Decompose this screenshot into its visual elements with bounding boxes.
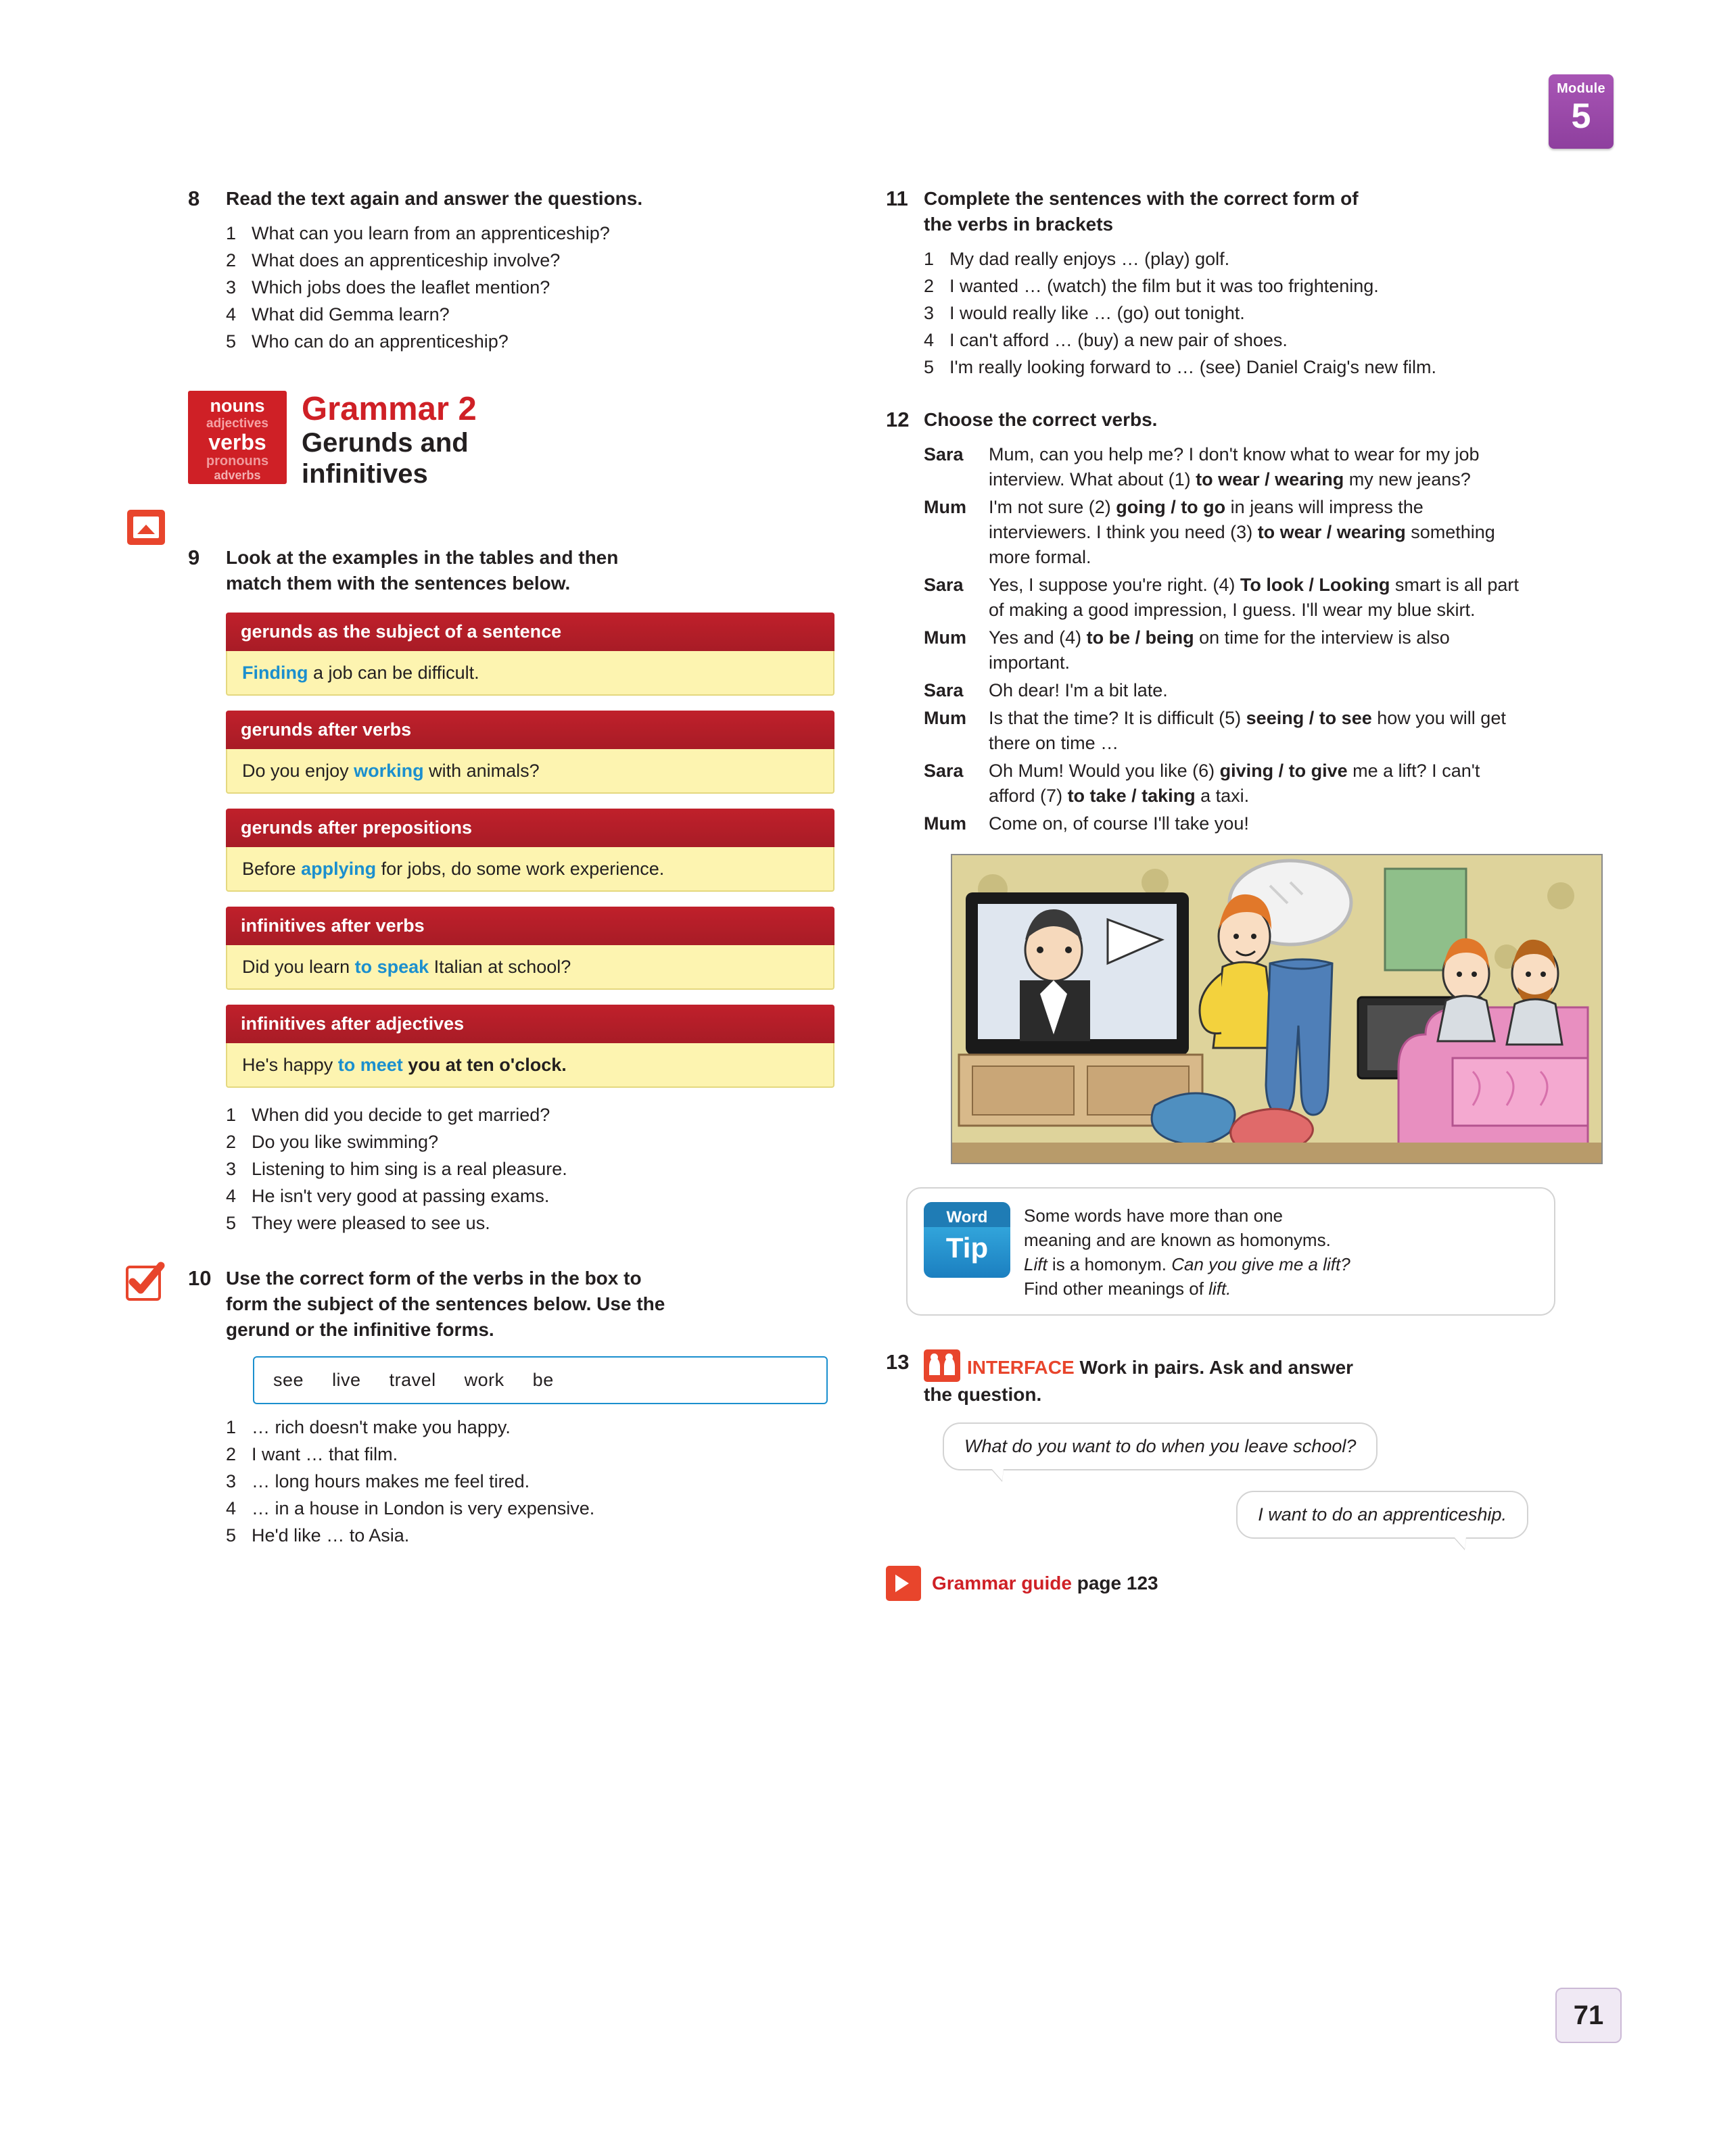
dialogue-speaker: Mum (924, 627, 966, 648)
exercise-10-title-line-2: form the subject of the sentences below. Use the (226, 1293, 665, 1314)
exercise-12-title: Choose the correct verbs. (924, 409, 1158, 430)
word-tip-line-4: Find other meanings of lift. (1024, 1278, 1231, 1299)
exercise-11-title-line-1: Complete the sentences with the correct form of (924, 188, 1359, 209)
grammar-table-header: gerunds as the subject of a sentence (226, 613, 834, 651)
word-tip-line-3: Lift is a homonym. Can you give me a lift? (1024, 1254, 1350, 1274)
list-item: 5 Who can do an apprenticeship? (226, 331, 509, 352)
list-item: 2 I want … that film. (226, 1444, 398, 1464)
dialogue-row (924, 495, 1528, 570)
speech-bubble-question: What do you want to do when you leave school? (943, 1422, 1378, 1470)
list-item: 1 What can you learn from an apprenticeship? (226, 223, 610, 243)
exercise-11-list (924, 247, 1528, 380)
left-column (188, 186, 817, 1566)
interface-pair-icon (924, 1349, 960, 1382)
dialogue-speaker: Mum (924, 813, 966, 834)
page-number: 71 (1555, 1988, 1622, 2043)
illustration-cartoon (951, 854, 1603, 1164)
exercise-11 (886, 186, 1528, 380)
exercise-10-number: 10 (188, 1266, 212, 1290)
grammar-table (226, 711, 834, 794)
grammar-table-header: gerunds after verbs (226, 711, 834, 749)
dialogue-text: I'm not sure (2) going / to go in jeans will impress the interviewers. I think you need (3) to wear / wearing something more formal. (989, 497, 1495, 567)
dialogue-speaker: Mum (924, 708, 966, 728)
module-tab-number: 5 (1571, 97, 1591, 136)
module-tab (1549, 74, 1614, 149)
list-item: 5 He'd like … to Asia. (226, 1525, 410, 1546)
dialogue-row (924, 442, 1528, 492)
dialogue-row (924, 573, 1528, 623)
grammar-table-header: infinitives after verbs (226, 907, 834, 945)
grammar-table-example: Finding a job can be difficult. (226, 651, 834, 696)
grammar-table-example: Did you learn to speak Italian at school? (226, 945, 834, 990)
exercise-8-number: 8 (188, 187, 200, 210)
list-item: 2 What does an apprenticeship involve? (226, 250, 561, 270)
word-tip-text (1024, 1202, 1350, 1301)
list-item: 3 Which jobs does the leaflet mention? (226, 277, 550, 297)
arrow-right-icon (886, 1566, 921, 1601)
cloud-word: tenses (205, 481, 270, 503)
list-item: 4 … in a house in London is very expensive. (226, 1498, 595, 1518)
word-tip-badge-line-2: Tip (945, 1232, 989, 1264)
grammar-table-example: He's happy to meet you at ten o'clock. (226, 1043, 834, 1088)
grammar-section-header (188, 391, 817, 503)
dialogue-speaker: Mum (924, 497, 966, 517)
word-box-word: work (464, 1370, 504, 1390)
list-item: 4 What did Gemma learn? (226, 304, 450, 325)
grammar-guide-link[interactable] (886, 1566, 1528, 1601)
grammar-guide-page: page 123 (1077, 1573, 1158, 1594)
exercise-13-title-line-2: the question. (924, 1384, 1042, 1405)
exercise-9 (188, 510, 817, 1236)
list-item: 4 I can't afford … (buy) a new pair of shoes. (924, 330, 1288, 350)
list-item: 3 … long hours makes me feel tired. (226, 1471, 530, 1491)
grammar-subtitle-line-1: Gerunds and (302, 428, 469, 458)
word-box-word: travel (389, 1370, 436, 1390)
exercise-11-title-line-2: the verbs in brackets (924, 214, 1114, 235)
dialogue-row (924, 625, 1528, 675)
dialogue-text: Yes, I suppose you're right. (4) To look / Looking smart is all part of making a good impression, I guess. I'll wear my blue skirt. (989, 575, 1519, 620)
word-box-word: live (332, 1370, 361, 1390)
word-tip-box (906, 1187, 1555, 1316)
list-item: 2 I wanted … (watch) the film but it was too frightening. (924, 276, 1379, 296)
dialogue-text: Yes and (4) to be / being on time for the interview is also important. (989, 627, 1450, 673)
exercise-12 (886, 407, 1528, 1164)
speech-bubble-answer: I want to do an apprenticeship. (1236, 1491, 1528, 1539)
grammar-table-example: Do you enjoy working with animals? (226, 749, 834, 794)
exercise-8-title: Read the text again and answer the questions. (226, 188, 643, 209)
cloud-word: nouns (210, 396, 265, 416)
grammar-table-header: gerunds after prepositions (226, 809, 834, 847)
right-column (886, 186, 1528, 1601)
list-item: 3 Listening to him sing is a real pleasure. (226, 1159, 567, 1179)
exercise-9-list (226, 1103, 817, 1236)
dialogue-speaker: Sara (924, 444, 964, 464)
dialogue (924, 442, 1528, 836)
cloud-word: pronouns (206, 454, 269, 469)
grammar-table (226, 613, 834, 696)
grammar-table (226, 907, 834, 990)
word-tip-line-1: Some words have more than one (1024, 1205, 1283, 1226)
grammar-subtitle-line-2: infinitives (302, 459, 428, 489)
dialogue-text: Oh dear! I'm a bit late. (989, 680, 1168, 700)
dialogue-text: Oh Mum! Would you like (6) giving / to give me a lift? I can't afford (7) to take / taking a taxi. (989, 761, 1480, 806)
list-item: 4 He isn't very good at passing exams. (226, 1186, 550, 1206)
dialogue-speaker: Sara (924, 761, 964, 781)
exercise-13-number: 13 (886, 1350, 910, 1374)
grammar-table-header: infinitives after adjectives (226, 1005, 834, 1043)
exercise-13-title-line-1: Work in pairs. Ask and answer (1079, 1357, 1354, 1378)
list-item: 3 I would really like … (go) out tonight. (924, 303, 1245, 323)
dialogue-row (924, 678, 1528, 703)
cloud-word: adverbs (214, 469, 261, 482)
grammar-title: Grammar 2 (302, 391, 477, 427)
exercise-12-number: 12 (886, 408, 910, 431)
dialogue-speaker: Sara (924, 680, 964, 700)
list-item: 1 When did you decide to get married? (226, 1105, 550, 1125)
dialogue-row (924, 706, 1528, 756)
exercise-9-number: 9 (188, 546, 200, 569)
list-item: 2 Do you like swimming? (226, 1132, 439, 1152)
exercise-13 (886, 1349, 1528, 1539)
list-item: 5 I'm really looking forward to … (see) Daniel Craig's new film. (924, 357, 1437, 377)
word-cloud-icon (188, 391, 287, 503)
exercise-10-title-line-3: gerund or the infinitive forms. (226, 1319, 494, 1340)
list-item: 5 They were pleased to see us. (226, 1213, 490, 1233)
exercise-8 (188, 186, 817, 354)
exercise-10-list (226, 1415, 817, 1548)
dialogue-row (924, 759, 1528, 809)
word-box (253, 1356, 828, 1404)
exercise-8-list (226, 221, 817, 354)
word-box-word: be (532, 1370, 554, 1390)
word-tip-badge-line-1: Word (924, 1202, 1010, 1227)
word-box-word: see (273, 1370, 304, 1390)
checkmark-icon (126, 1266, 161, 1301)
interface-label: INTERFACE (967, 1357, 1075, 1378)
list-item: 1 My dad really enjoys … (play) golf. (924, 249, 1230, 269)
exercise-10-title-line-1: Use the correct form of the verbs in the box to (226, 1268, 642, 1289)
grammar-guide-label: Grammar guide (932, 1573, 1072, 1594)
picture-icon (127, 510, 165, 545)
exercise-11-number: 11 (886, 187, 908, 210)
word-tip-line-2: meaning and are known as homonyms. (1024, 1230, 1331, 1250)
cloud-word: verbs (208, 430, 266, 454)
grammar-table (226, 809, 834, 892)
cloud-word: adjectives (206, 416, 268, 431)
exercise-10 (188, 1266, 817, 1548)
grammar-table (226, 1005, 834, 1088)
dialogue-text: Is that the time? It is difficult (5) seeing / to see how you will get there on time … (989, 708, 1506, 753)
dialogue-speaker: Sara (924, 575, 964, 595)
dialogue-text: Mum, can you help me? I don't know what to wear for my job interview. What about (1) to wear / wearing my new jeans? (989, 444, 1480, 489)
grammar-table-example: Before applying for jobs, do some work experience. (226, 847, 834, 892)
exercise-9-title-line-2: match them with the sentences below. (226, 573, 571, 594)
word-tip-badge (924, 1202, 1010, 1278)
dialogue-text: Come on, of course I'll take you! (989, 813, 1249, 834)
module-tab-label: Module (1557, 81, 1605, 96)
list-item: 1 … rich doesn't make you happy. (226, 1417, 511, 1437)
dialogue-row (924, 811, 1528, 836)
exercise-9-title-line-1: Look at the examples in the tables and then (226, 547, 619, 568)
